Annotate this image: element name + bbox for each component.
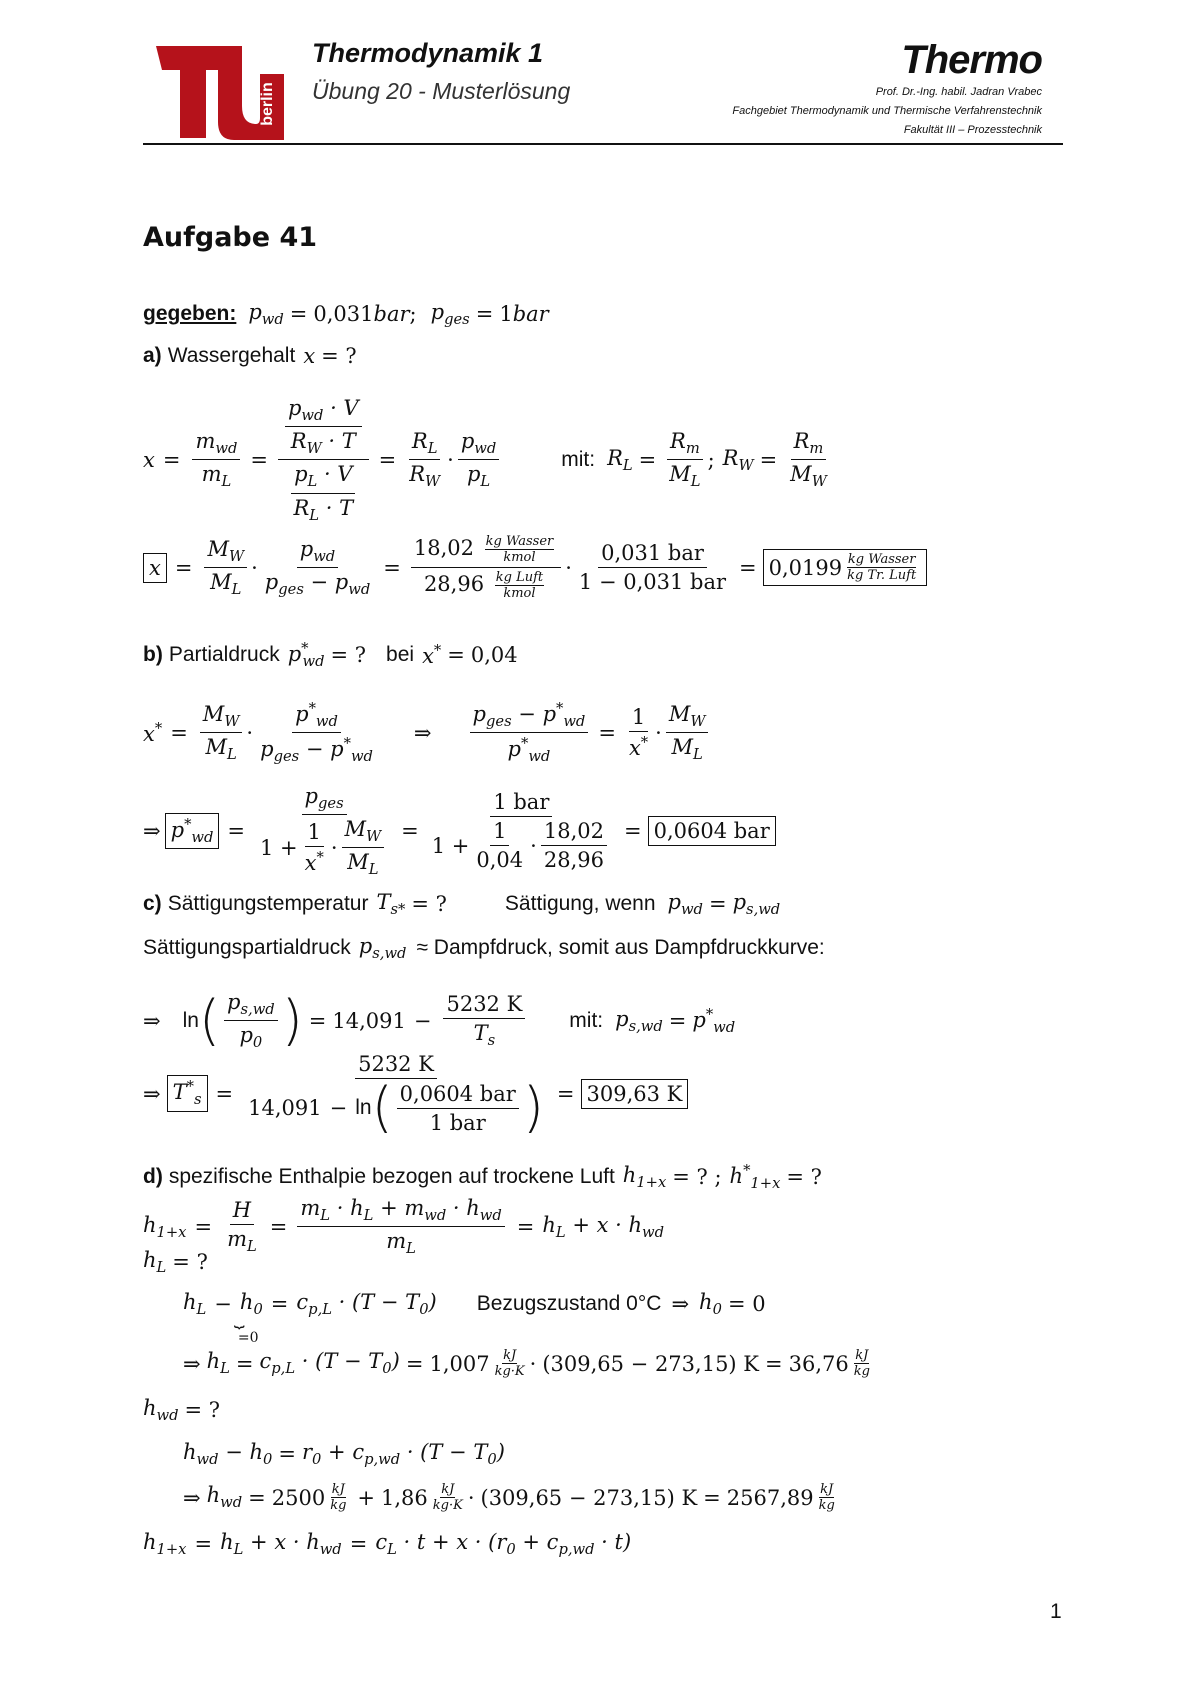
- task-title: Aufgabe 41: [143, 222, 318, 253]
- result-b-box: 0,0604 bar: [648, 816, 776, 846]
- cpwd-value: 1,86: [381, 1485, 428, 1510]
- hL-result: 36,76: [788, 1351, 849, 1376]
- x-star-value: 0,04: [470, 643, 518, 668]
- hwd-question: $h_{wd}$ = ?: [143, 1396, 221, 1425]
- unit-kg-wasser: kg Wasser: [485, 534, 554, 549]
- saettigung-text: Sättigung, wenn: [504, 892, 656, 916]
- unit-kJ-5: kJ: [820, 1482, 834, 1497]
- equation-d5: ⇒ $h_{wd}$ = 2500 $\frac{kJ}{kg}$ + 1,86 $\frac{kJ}{kg\cdot K}$ · (309,65 − 273,15) K = 2567,89 $\frac{kJ}{kg}$: [183, 1482, 835, 1513]
- mw-value-b: 18,02: [541, 819, 607, 846]
- one-b1: 1: [629, 705, 648, 732]
- course-title: Thermodynamik 1: [312, 38, 544, 68]
- given-unit-2: bar: [512, 302, 549, 327]
- pges-minus-pwd: 1 − 0,031 bar: [578, 570, 727, 594]
- department-name: Fachgebiet Thermodynamik und Thermische Verfahrenstechnik: [732, 105, 1042, 117]
- underbrace-label: =0: [237, 1330, 259, 1346]
- equation-d1: $h_{1+x}$ = $\frac{H}{m_L}$ = $\frac{m_L \cdot h_L + m_{wd} \cdot h_{wd}}{m_L}$ = $h_L + x \cdot h_{wd}$: [143, 1196, 665, 1258]
- given-pwd: 0,031: [313, 302, 374, 327]
- ml-value-b: 28,96: [543, 848, 604, 873]
- equation-d2: $h_L$ − $h_0$ ⏟ =0 = $c_{p,L} \cdot (T - T_0)$ Bezugszustand 0°C ⇒ $h_0$ = 0: [183, 1290, 766, 1346]
- ts-star-boxed: $T^*_s$: [167, 1075, 208, 1111]
- pwd-star-boxed: $p^*_{wd}$: [165, 813, 220, 849]
- professor-name: Prof. Dr.-Ing. habil. Jadran Vrabec: [875, 86, 1042, 98]
- part-d-heading: d) spezifische Enthalpie bezogen auf trockene Luft $h_{1+x}$ = ? ; $h^*_{1+x}$ = ?: [143, 1162, 822, 1193]
- mw-value: 18,02: [413, 536, 474, 560]
- result-a-unit-den: kg Tr. Luft: [847, 568, 917, 583]
- part-b-bei: bei: [386, 643, 415, 667]
- equation-d3: ⇒ $h_L$ = $c_{p,L} \cdot (T - T_0)$ = 1,007 $\frac{kJ}{kg\cdot K}$ · (309,65 − 273,15) K = 36,76 $\frac{kJ}{kg}$: [183, 1348, 870, 1379]
- unit-kg-luft: kg Luft: [495, 570, 544, 585]
- result-a-unit-num: kg Wasser: [847, 552, 916, 567]
- equation-c1: ⇒ ln ( $\frac{p_{s,wd}}{p_0}$ ) = 14,091 − $\frac{5232 K}{T_s}$ mit: $p_{s,wd}$ = $p^*_{wd}$: [143, 988, 736, 1052]
- given-line: gegeben: $p_{wd}$ = 0,031 bar ; $p_{ges}$ = 1 bar: [143, 300, 549, 329]
- const-a-2: 14,091: [248, 1096, 322, 1120]
- part-c-heading: c) Sättigungstemperatur $T_{s*}$ = ? Sättigung, wenn $p_{wd}$ = $p_{s,wd}$: [143, 890, 781, 919]
- one-b2: 1: [305, 820, 324, 847]
- unit-kJ-1: kJ: [503, 1348, 517, 1363]
- equation-a1: x = $\frac{m_{wd}}{m_L}$ = $\frac{\frac{p_{wd} \cdot V}{R_W \cdot T}}{\frac{p_L \cdot V}{R_L \cdot T}}$ = $\frac{R_L}{R_W}$ · $\frac{p_{wd}}{p_L}$ mit: $R_L$ = $\frac{R_m}{M_L}$ ; $R_W$ = $\frac{R_m}{M_W}$: [143, 396, 827, 524]
- unit-kJ-3: kJ: [331, 1482, 345, 1497]
- part-a-text: Wassergehalt: [167, 344, 296, 367]
- equation-a2: x = $\frac{M_W}{M_L}$ · $\frac{p_{wd}}{p_{ges} - p_{wd}}$ = 18,02 $\frac{\text{kg Wasser}}{\text{kmol}}$ 28,96 $\frac{\text{kg Luft}}{\text{kmol}}$ · $\frac{\text{0,031 bar}}{\text{1 − 0,031 bar}}$ = 0,0199 $\frac{\text{kg Wasser}}{\text{kg Tr. Luft}}$: [143, 534, 927, 601]
- given-label: gegeben:: [143, 302, 237, 326]
- part-b-text: Partialdruck: [168, 643, 280, 667]
- result-a-box: [763, 549, 928, 586]
- unit-kmol-1: kmol: [503, 550, 536, 565]
- tu-logo: [152, 44, 288, 142]
- unit-kg-3: kg: [330, 1498, 347, 1513]
- faculty-name: Fakultät III – Prozesstechnik: [903, 124, 1042, 136]
- one-bar-b: 1 bar: [490, 790, 552, 817]
- const-a-1: 14,091: [332, 1008, 406, 1033]
- part-a-heading: a) Wassergehalt x = ?: [143, 344, 357, 368]
- ml-value: 28,96: [423, 572, 485, 596]
- exercise-title: Übung 20 - Musterlösung: [312, 78, 571, 104]
- part-d-label: d): [143, 1165, 163, 1189]
- part-b-label: b): [143, 643, 163, 667]
- const-b-2: 5232 K: [355, 1052, 437, 1079]
- svg-text:berlin: berlin: [259, 82, 276, 126]
- equation-b2: ⇒ $p^*_{wd}$ = $p_{ges}$ 1 + $\frac{1}{x^*}$ · $\frac{M_W}{M_L}$ = 1 bar 1 + $\frac{1}{0,04}$ · $\frac{18,02}{28,96}$ = 0,0604 bar: [143, 784, 776, 879]
- unit-kJ-4: kJ: [441, 1482, 455, 1497]
- brand-title: Thermo: [901, 38, 1042, 82]
- given-unit-1: bar: [373, 302, 410, 327]
- tu-logo-icon: [152, 44, 288, 142]
- one-b3: 1: [490, 819, 509, 846]
- p-ratio-den: 1 bar: [429, 1110, 486, 1135]
- p-ratio-num: 0,0604 bar: [397, 1082, 519, 1109]
- equation-d4: $h_{wd} - h_0$ = $r_0 + c_{p,wd} \cdot (T - T_0)$: [183, 1440, 505, 1469]
- header-rule: [143, 143, 1063, 145]
- part-b-heading: b) Partialdruck $p^*_{wd}$ = ? bei x* = 0,04: [143, 640, 518, 671]
- ln-2: ln: [355, 1096, 372, 1119]
- result-a-value: 0,0199: [768, 555, 843, 580]
- x-star-den: 0,04: [476, 848, 524, 873]
- part-c-label: c): [143, 892, 162, 916]
- saettigungspartialdruck: Sättigungspartialdruck: [143, 936, 351, 960]
- pwd-with-unit: 0,031 bar: [598, 541, 707, 568]
- mit-label-a: mit:: [561, 447, 596, 471]
- page-number: 1: [1050, 1600, 1062, 1623]
- hL-question: $h_L$ = ?: [143, 1248, 208, 1277]
- bezug-text: Bezugszustand 0°C: [476, 1292, 662, 1316]
- r0-value: 2500: [271, 1485, 326, 1510]
- part-a-label: a): [143, 344, 162, 367]
- part-c-line2: Sättigungspartialdruck $p_{s,wd}$ ≈ Dampfdruck, somit aus Dampfdruckkurve:: [143, 934, 825, 963]
- part-c-text: Sättigungstemperatur: [167, 892, 369, 916]
- unit-kg-2: kg: [853, 1364, 870, 1379]
- given-pges: 1: [499, 302, 513, 327]
- const-b-1: 5232 K: [443, 992, 525, 1019]
- hwd-result: 2567,89: [726, 1485, 814, 1510]
- unit-kmol-2: kmol: [503, 586, 536, 601]
- equation-d6: $h_{1+x}$ = $h_L + x \cdot h_{wd}$ = $c_L \cdot t + x \cdot (r_0 + c_{p,wd} \cdot t)$: [143, 1530, 632, 1559]
- cpL-value: 1,007: [429, 1351, 490, 1376]
- ln-1: ln: [182, 1008, 199, 1032]
- equation-b1: x* = $\frac{M_W}{M_L}$ · $\frac{p^*_{wd}}{p_{ges} - p^*_{wd}}$ ⇒ $\frac{p_{ges} - p^*_{wd}}{p^*_{wd}}$ = $\frac{1}{x^*}$ · $\frac{M_W}{M_L}$: [143, 700, 712, 765]
- mit-label-c: mit:: [569, 1008, 604, 1032]
- unit-kgK-4: kg·K: [432, 1498, 463, 1513]
- unit-kg-5: kg: [818, 1498, 835, 1513]
- dampfdruck-text: ≈ Dampfdruck, somit aus Dampfdruckkurve:: [416, 936, 825, 960]
- x-boxed: x: [143, 553, 167, 583]
- result-c-box: 309,63 K: [581, 1079, 689, 1109]
- equation-c2: ⇒ $T^*_s$ = 5232 K 14,091 − ln ( $\frac{\text{0,0604 bar}}{\text{1 bar}}$ ) = 309,63 K: [143, 1052, 688, 1135]
- temp-diff-2: (309,65 − 273,15) K: [480, 1485, 698, 1510]
- hwd-question-mark: = ?: [184, 1398, 221, 1423]
- unit-kgK-1: kg·K: [494, 1364, 525, 1379]
- part-d-text: spezifische Enthalpie bezogen auf trockene Luft: [168, 1165, 615, 1189]
- temp-diff-1: (309,65 − 273,15) K: [542, 1351, 759, 1376]
- unit-kJ-2: kJ: [855, 1348, 869, 1363]
- hL-question-mark: = ?: [172, 1250, 208, 1275]
